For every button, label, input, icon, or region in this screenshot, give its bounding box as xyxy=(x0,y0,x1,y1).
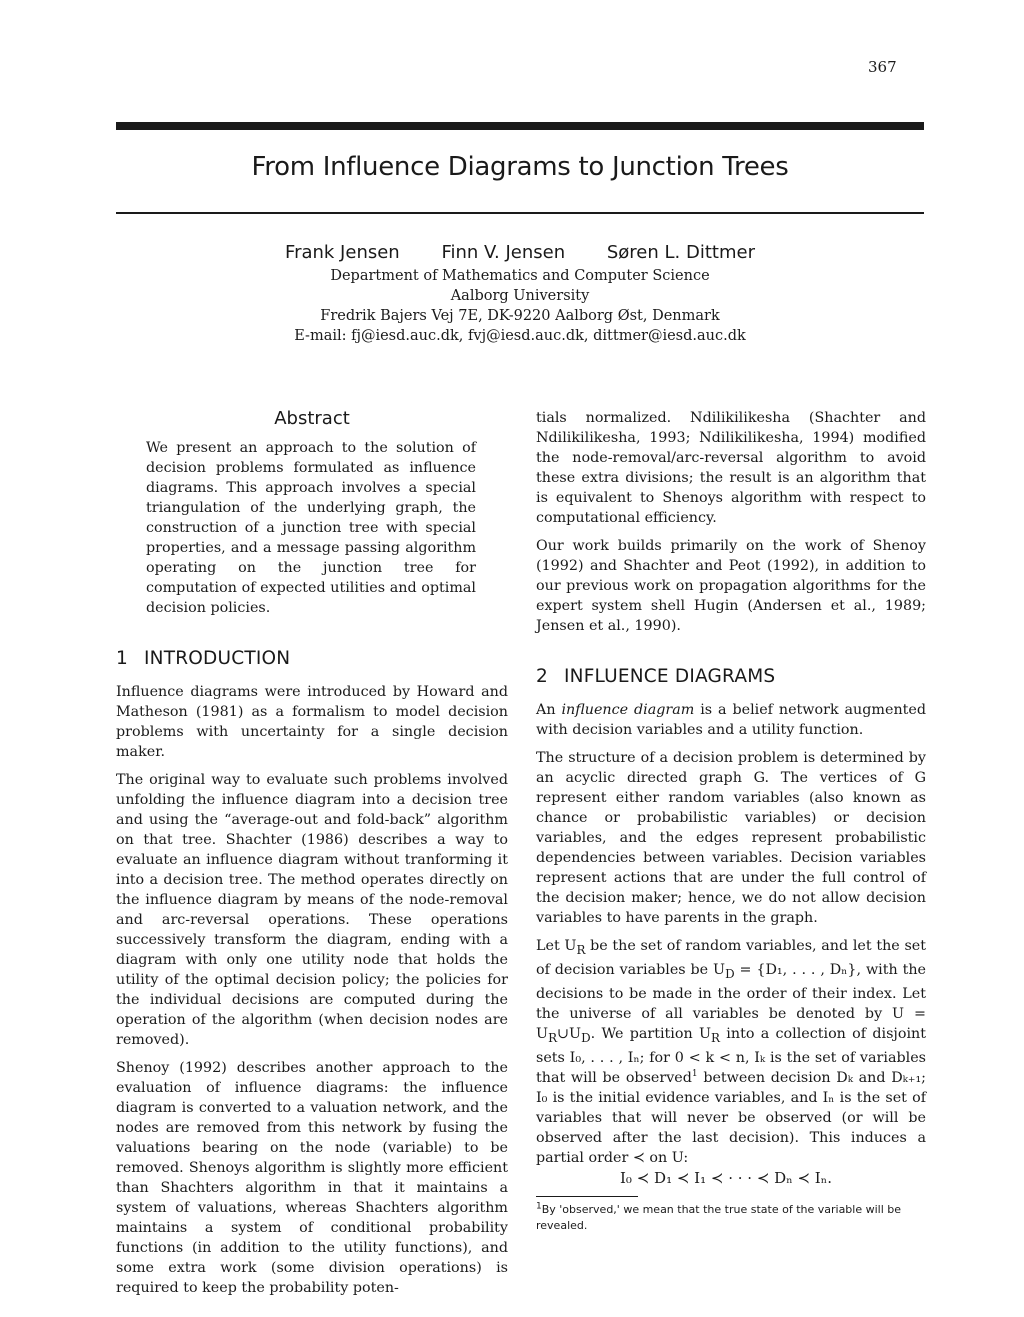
subscript: D xyxy=(581,1030,591,1045)
abstract-heading: Abstract xyxy=(274,408,350,429)
paragraph xyxy=(536,936,926,1168)
section-title: INFLUENCE DIAGRAMS xyxy=(564,666,776,687)
right-column-continuation xyxy=(536,408,926,644)
paragraph: Our work builds primarily on the work of Shenoy (1992) and Shachter and Peot (1992), in addition to our previous work on propagation algorithms for the expert system shell Hugin (Andersen et al., 1989; Jensen et al., 1990). xyxy=(536,538,926,634)
author-name: Søren L. Dittmer xyxy=(606,242,755,263)
section-1-heading xyxy=(116,648,508,669)
author-list xyxy=(116,242,924,263)
email-line: E-mail: fj@iesd.auc.dk, fvj@iesd.auc.dk, dittmer@iesd.auc.dk xyxy=(294,328,746,344)
paragraph: tials normalized. Ndilikilikesha (Shachter and Ndilikilikesha, 1993; Ndilikilikesha, 1994) modified the node-removal/arc-reversal algorithm to avoid these extra divisions; the result is an algorithm that is equivalent to Shenoys algorithm with respect to computational efficiency. xyxy=(536,410,926,526)
text-run: into a collection of disjoint sets I₀, . . . , Iₙ; for 0 < k < n, Iₖ is the set of variables that will be observed xyxy=(536,1025,926,1086)
paragraph xyxy=(536,700,926,740)
text-run: between decision Dₖ and Dₖ₊₁; I₀ is the initial evidence variables, and Iₙ is the set of variables that will never be observed (or will be observed after the last decision). This induces a partial order ≺ on U: xyxy=(536,1069,926,1166)
abstract-text: We present an approach to the solution of decision problems formulated as influence diagrams. This approach involves a special triangulation of the underlying graph, the construction of a junction tree with special properties, and a message passing algorithm operating on the junction tree for computation of expected utilities and optimal decision policies. xyxy=(146,440,476,616)
paragraph: Shenoy (1992) describes another approach to the evaluation of influence diagrams: the influence diagram is converted to a valuation network, and the nodes are removed from this network by fusing the valuations bearing on the node (variable) to be removed. Shenoys algorithm is slightly more efficient than Shachters algorithm in that it maintains a system of valuations, whereas Shachters algorithm maintains a system of conditional probability functions (in addition to the utility functions), and some extra work (some division operations) is required to keep the probability poten- xyxy=(116,1060,508,1296)
text-run: An xyxy=(536,702,562,718)
paragraph: Influence diagrams were introduced by Howard and Matheson (1981) as a formalism to model decision problems with uncertainty for a single decision maker. xyxy=(116,684,508,760)
subscript: D xyxy=(725,966,735,981)
footnote-marker: 1 xyxy=(536,1201,542,1212)
page-number: 367 xyxy=(868,58,897,76)
affiliation-line: Fredrik Bajers Vej 7E, DK-9220 Aalborg Øst, Denmark xyxy=(320,308,720,324)
section-1-body xyxy=(116,682,508,1306)
section-title: INTRODUCTION xyxy=(144,648,291,669)
footnote-text: By 'observed,' we mean that the true state of the variable will be revealed. xyxy=(536,1203,902,1232)
subscript: R xyxy=(711,1030,720,1045)
affiliation-line: Department of Mathematics and Computer Science xyxy=(330,268,710,284)
emphasized-term: influence diagram xyxy=(561,702,695,718)
section-number: 2 xyxy=(536,666,548,687)
text-run: be the set of random variables, and let the set of decision variables be U xyxy=(536,938,926,978)
paragraph: The original way to evaluate such problems involved unfolding the influence diagram into a decision tree and using the “average-out and fold-back” algorithm on that tree. Shachter (1986) describes a way to evaluate an influence diagram without tranforming it into a decision tree. The method operates directly on the influence diagram by means of the node-removal and arc-reversal operations. These operations successively transform the diagram, ending with a diagram with only one utility node that holds the utility of the optimal decision policy; the policies for the individual decisions are computed during the operation of the algorithm (when decision nodes are removed). xyxy=(116,772,508,1048)
affiliation-line: Aalborg University xyxy=(450,288,590,304)
section-number: 1 xyxy=(116,648,128,669)
author-name: Frank Jensen xyxy=(285,242,400,263)
text-run: ∪U xyxy=(557,1025,582,1042)
footnote xyxy=(536,1202,926,1234)
footnote-reference: 1 xyxy=(691,1068,698,1079)
paragraph: The structure of a decision problem is determined by an acyclic directed graph G. The vertices of G represent either random variables (also known as chance or probabilistic variables) or decision variables, and the edges represent probabilistic dependencies between variables. Decision variables represent actions that are under the full control of the decision maker; hence, we do not allow decision variables to have parents in the graph. xyxy=(536,750,926,926)
subscript: R xyxy=(576,942,586,957)
section-2-heading xyxy=(536,666,926,687)
section-2-body xyxy=(536,700,926,1176)
paper-title: From Influence Diagrams to Junction Trees xyxy=(251,152,789,182)
title-rule-top xyxy=(116,122,924,130)
footnote-rule xyxy=(536,1196,638,1197)
text-run: = {D₁, . . . , Dₙ}, with the decisions to be made in the order of their index. Let the universe of all variables be denoted by U = U xyxy=(536,961,926,1042)
author-name: Finn V. Jensen xyxy=(441,242,566,263)
subscript: R xyxy=(548,1030,558,1045)
text-run: is a belief network augmented with decision variables and a utility function. xyxy=(536,702,927,738)
title-rule-bottom xyxy=(116,212,924,214)
text-run: Let U xyxy=(536,938,577,954)
text-run: . We partition U xyxy=(590,1025,712,1042)
partial-order-equation: I₀ ≺ D₁ ≺ I₁ ≺ · · · ≺ Dₙ ≺ Iₙ. xyxy=(620,1169,832,1187)
